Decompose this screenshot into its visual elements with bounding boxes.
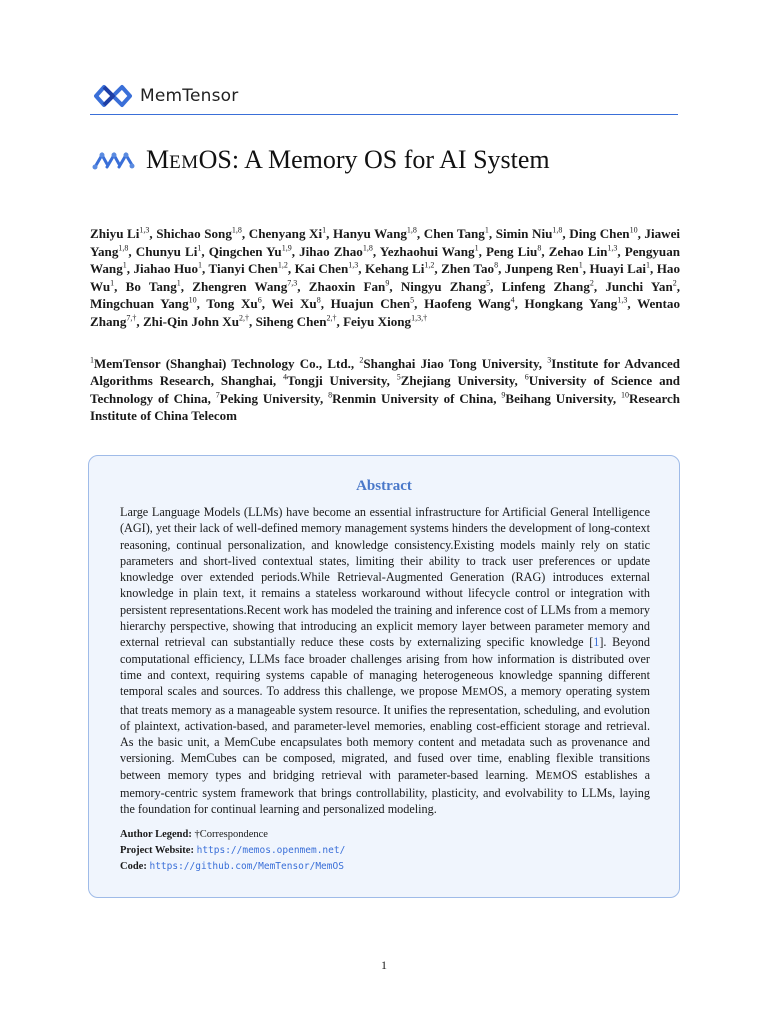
affiliation: $^8$Renmin University of China [328,390,494,406]
author-affiliation-marker: 1 [578,260,583,270]
author-affiliation-marker: 1,3 [348,260,359,270]
author-affiliation-marker: 2,† [239,313,250,323]
author-name: Wei Xu$^8$ [271,296,321,312]
author-affiliation-marker: 6 [257,296,262,306]
author-name: Zhengren Wang$^{7,3}$ [192,278,298,294]
author-name: Huajun Chen$^5$ [330,296,415,312]
author-name: Zhi-Qin John $Xu^{2,\dagger}$ [142,313,250,329]
author-affiliation-marker: 1,8 [406,225,417,235]
author-name: Ningyu Zhang$^5$ [400,278,491,294]
project-website-link[interactable]: https://memos.openmem.net/ [196,845,346,856]
author-name: Junchi Yan$^2$ [605,278,677,294]
affiliation: $^3$Institute for Advanced Algorithms Research, Shanghai [90,355,680,389]
author-name: Chenyang Xi$^1$ [248,225,327,241]
author-affiliation-marker: 9 [385,278,390,288]
author-affiliation-marker: 5 [486,278,491,288]
author-name: Kehang Li$^{1,2}$ [364,260,435,277]
author-name: Jiawei Yang$^{1,8}$ [90,226,681,259]
author-name: Zehao Lin$^{1,3}$ [548,243,618,259]
author-name: Feiyu Xiong$^{1,3,\dagger}$ [343,313,428,329]
author-name: Jiahao Huo$^1$ [133,260,203,277]
author-affiliation-marker: 1 [484,225,489,235]
paper-meta [120,827,650,875]
author-affiliation-marker: 2 [672,278,677,288]
author-name: Wentao Zhang$^{7,\dagger}$ [90,296,681,329]
author-affiliation-marker: 1 [474,243,479,253]
page-number: 1 [381,958,387,972]
memos-logo-icon [92,149,136,171]
page-header [90,80,678,115]
author-name: Jihao Zhao$^{1,8}$ [299,243,373,259]
project-website: Project Website: https://memos.openmem.net/ [120,845,346,856]
author-name: Zhaoxin Fan$^9$ [308,278,390,294]
author-name: Mingchuan Yang$^{10}$ [90,296,197,312]
author-affiliation-marker: 2 [589,278,594,288]
affiliation-list: $^1$MemTensor (Shanghai) Technology Co., Ltd., $^2$Shanghai Jiao Tong University, $^3$Institute for Advanced Algorithms Research, Shanghai, $^4$Tongji University, $^5$Zhejiang University, $^6$University of Science and Technology of China, $^7$Peking University, $^8$Renmin University of China, $^9$Beihang University, $^{10}$Research Institute of China Telecom [90,355,681,423]
author-affiliation-marker: 1 [198,260,203,270]
memtensor-logo [92,82,238,110]
author-affiliation-marker: 5 [410,296,415,306]
author-name: Hanyu Wang$^{1,8}$ [333,225,417,241]
author-name: Peng Liu$^8$ [485,243,542,259]
author-affiliation-marker: 1,9 [281,243,292,253]
author-name: Haofeng Wang$^4$ [424,296,515,312]
author-name: Chen Tang$^1$ [423,225,489,241]
affiliation: $^9$Beihang University [501,390,613,406]
author-affiliation-marker: 7,3 [287,278,298,288]
affiliation: $^6$University of Science and Technology of China [90,372,681,406]
author-name: Huayi Lai$^1$ [589,260,651,277]
author-legend: Author Legend: †Correspondence [120,829,268,840]
author-affiliation-marker: 1 [122,260,127,270]
author-name: Hongkang Yang$^{1,3}$ [524,296,628,312]
affiliation: $^1$MemTensor (Shanghai) Technology Co., Ltd. [90,355,351,371]
affiliation: $^{10}$Research Institute of China Telecom [90,390,681,423]
author-name: Qingchen Yu$^{1,9}$ [208,243,292,259]
author-name: Shichao Song$^{1,8}$ [156,225,242,241]
author-affiliation-marker: 1,3 [617,296,628,306]
author-name: Pengyuan Wang$^1$ [90,243,681,277]
author-name: Linfeng Zhang$^2$ [501,278,594,294]
memtensor-logo-icon [92,82,134,110]
title-row [92,145,550,175]
author-name: Siheng Chen$^{2,\dagger}$ [255,313,337,329]
author-affiliation-marker: 4 [510,296,515,306]
code-link[interactable]: https://github.com/MemTensor/MemOS [149,861,344,872]
author-affiliation-marker: 1 [646,260,651,270]
author-affiliation-marker: 1,8 [552,225,563,235]
author-name: Junpeng Ren$^1$ [504,260,583,277]
author-affiliation-marker: 1 [176,278,181,288]
abstract-box [88,455,680,898]
author-affiliation-marker: 8 [494,260,499,270]
author-affiliation-marker: 1,8 [118,243,129,253]
abstract-heading: Abstract [356,478,412,494]
author-affiliation-marker: 2,† [326,313,337,323]
abstract-text: Large Language Models (LLMs) have become an essential infrastructure for Artificial General Intelligence (AGI), yet their lack of well-defined memory management systems hinders the development of long-context reasoning, continual personalization, and knowledge consistency.Existing models mainly rely on static parameters and short-lived contextual states, limiting their ability to track user preferences or update knowledge over extended periods.While Retrieval-Augmented Generation (RAG) introduces external knowledge in plain text, it remains a stateless workaround without lifecycle control or integration with persistent representations.Recent work has modeled the training and inference cost of LLMs from a memory hierarchy perspective, showing that introducing an explicit memory layer between parameter memory and external retrieval can substantially reduce these costs by externalizing specific knowledge [1]. Beyond computational efficiency, LLMs face broader challenges arising from how information is distributed over time and context, requiring systems capable of managing heterogeneous knowledge spanning different temporal scales and sources. To address this challenge, we propose MEMOS, a memory operating system that treats memory as a manageable system resource. It unifies the representation, scheduling, and evolution of plaintext, activation-based, and parameter-level memories, enabling cost-efficient storage and retrieval. As the basic unit, a MemCube encapsulates both memory content and metadata such as provenance and versioning. MemCubes can be composed, migrated, and fused over time, enabling flexible transitions between memory types and bridging retrieval with parameter-based learning. MEMOS establishes a memory-centric system framework that brings controllability, plasticity, and evolvability to LLMs, laying the foundation for continual learning and personalized modeling. [120,505,650,817]
author-name: Bo Tang$^1$ [125,278,181,294]
author-name: Chunyu Li$^1$ [135,243,202,259]
author-name: Zhiyu Li$^{1,3}$ [90,225,150,241]
author-name: Simin Niu$^{1,8}$ [495,225,563,241]
author-affiliation-marker: 1,3,† [411,313,428,323]
author-name: Zhen Tao$^8$ [441,260,499,277]
author-affiliation-marker: 1 [197,243,202,253]
code-repo: Code: https://github.com/MemTensor/MemOS [120,861,344,872]
author-affiliation-marker: 8 [537,243,542,253]
author-affiliation-marker: 10 [629,225,638,235]
affiliation: $^4$Tongji University [283,372,387,389]
author-affiliation-marker: 1,2 [424,260,435,270]
author-name: Kai Chen$^{1,3}$ [294,260,359,277]
author-affiliation-marker: 1,8 [231,225,242,235]
author-list: Zhiyu Li$^{1,3}$, Shichao Song$^{1,8}$, Chenyang Xi$^1$, Hanyu Wang$^{1,8}$, Chen Tang$^1$, Simin Niu$^{1,8}$, Ding Chen$^{10}$, Jiawei Yang$^{1,8}$, Chunyu Li$^1$, Qingchen Yu$^{1,9}$, Jihao Zhao$^{1,8}$, Yezhaohui Wang$^1$, Peng Liu$^8$, Zehao Lin$^{1,3}$, Pengyuan Wang$^1$, Jiahao Huo$^1$, Tianyi Chen$^{1,2}$, Kai Chen$^{1,3}$, Kehang Li$^{1,2}$, Zhen Tao$^8$, Junpeng Ren$^1$, Huayi Lai$^1$, Hao Wu$^1$, Bo Tang$^1$, Zhengren Wang$^{7,3}$, Zhaoxin Fan$^9$, Ningyu Zhang$^5$, Linfeng Zhang$^2$, Junchi Yan$^2$, Mingchuan Yang$^{10}$, Tong Xu$^6$, Wei Xu$^8$, Huajun Chen$^5$, Haofeng Wang$^4$, Hongkang Yang$^{1,3}$, Wentao Zhang$^{7,\dagger}$, Zhi-Qin John $Xu^{2,\dagger}$, Siheng Chen$^{2,\dagger}$, Feiyu Xiong$^{1,3,\dagger}$ [90,225,681,329]
affiliation: $^5$Zhejiang University [396,372,515,389]
citation-link[interactable]: 1 [593,635,600,650]
author-affiliation-marker: 1,8 [362,243,373,253]
author-name: Tianyi Chen$^{1,2}$ [208,260,288,277]
affiliation: $^2$Shanghai Jiao Tong University [359,355,539,371]
author-affiliation-marker: 10 [188,296,197,306]
paper-title: MEMOS: A Memory OS for AI System [146,145,550,174]
author-affiliation-marker: 1 [110,278,115,288]
author-name: Tong Xu$^6$ [206,296,262,312]
author-name: Yezhaohui Wang$^1$ [379,243,479,259]
author-affiliation-marker: 1,3 [139,225,150,235]
author-affiliation-marker: 1,3 [607,243,618,253]
author-affiliation-marker: 1,2 [277,260,288,270]
author-name: Ding Chen$^{10}$ [569,225,638,241]
author-name: Hao Wu$^1$ [90,261,681,294]
brand-name: MemTensor [140,86,239,106]
author-affiliation-marker: 7,† [126,313,137,323]
author-affiliation-marker: 8 [316,296,321,306]
author-affiliation-marker: 1 [322,225,327,235]
affiliation: $^7$Peking University [215,390,320,406]
